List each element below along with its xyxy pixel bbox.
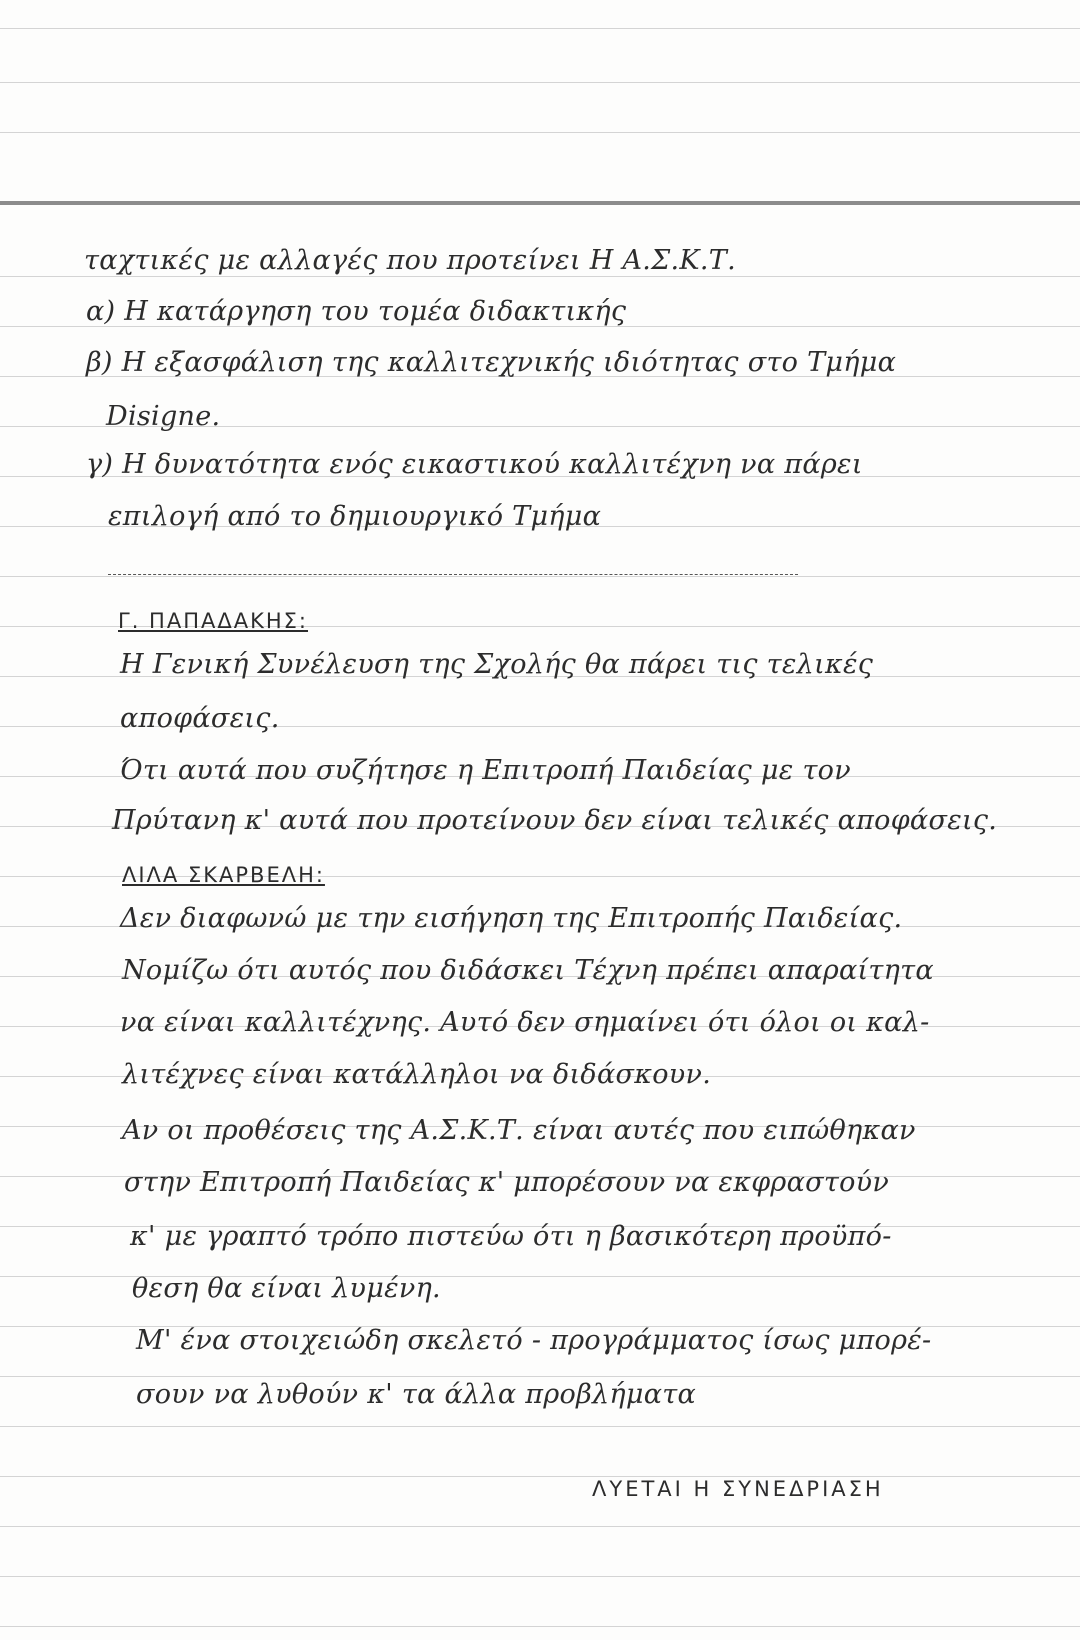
text-line: επιλογή από το δημιουργικό Τμήμα bbox=[108, 501, 602, 532]
text-line: να είναι καλλιτέχνης. Αυτό δεν σημαίνει ότι όλοι οι καλ- bbox=[120, 1007, 930, 1038]
text-line: σουν να λυθούν κ' τα άλλα προβλήματα bbox=[136, 1379, 697, 1410]
speaker-heading: Γ. ΠΑΠΑΔΑΚΗΣ: bbox=[118, 609, 309, 633]
ruled-line bbox=[0, 132, 1080, 133]
text-line: Πρύτανη κ' αυτά που προτείνουν δεν είναι τελικές αποφάσεις. bbox=[112, 805, 998, 836]
text-line: α) Η κατάργηση του τομέα διδακτικής bbox=[86, 296, 627, 327]
text-line: θεση θα είναι λυμένη. bbox=[132, 1273, 441, 1304]
ruled-line bbox=[0, 1626, 1080, 1627]
ruled-line bbox=[0, 1576, 1080, 1577]
text-line: Νομίζω ότι αυτός που διδάσκει Τέχνη πρέπει απαραίτητα bbox=[122, 955, 934, 986]
separator-dashes bbox=[108, 574, 798, 575]
text-line: Δεν διαφωνώ με την εισήγηση της Επιτροπής Παιδείας. bbox=[120, 903, 903, 934]
ruled-line bbox=[0, 82, 1080, 83]
ruled-line bbox=[0, 1426, 1080, 1427]
text-line: Μ' ένα στοιχειώδη σκελετό - προγράμματος ίσως μπορέ- bbox=[136, 1325, 932, 1356]
text-line: λιτέχνες είναι κατάλληλοι να διδάσκουν. bbox=[122, 1059, 712, 1090]
speaker-heading: ΛΙΛΑ ΣΚΑΡΒΕΛΗ: bbox=[122, 863, 325, 887]
ruled-line bbox=[0, 1526, 1080, 1527]
ruled-line bbox=[0, 28, 1080, 29]
ruled-line bbox=[0, 1476, 1080, 1477]
closing-statement: ΛΥΕΤΑΙ Η ΣΥΝΕΔΡΙΑΣΗ bbox=[592, 1477, 884, 1501]
text-line: αποφάσεις. bbox=[120, 703, 280, 734]
text-line: ταχτικές με αλλαγές που προτείνει Η Α.Σ.Κ.Τ. bbox=[84, 245, 736, 276]
text-line: Disigne. bbox=[106, 401, 221, 432]
text-line: Αν οι προθέσεις της Α.Σ.Κ.Τ. είναι αυτές που ειπώθηκαν bbox=[122, 1115, 916, 1146]
ruled-line bbox=[0, 1376, 1080, 1377]
text-line: στην Επιτροπή Παιδείας κ' μπορέσουν να εκφραστούν bbox=[124, 1167, 890, 1198]
text-line: γ) Η δυνατότητα ενός εικαστικού καλλιτέχνη να πάρει bbox=[86, 449, 863, 480]
header-rule bbox=[0, 201, 1080, 205]
text-line: Η Γενική Συνέλευση της Σχολής θα πάρει τις τελικές bbox=[120, 649, 874, 680]
text-line: Ότι αυτά που συζήτησε η Επιτροπή Παιδείας με τον bbox=[120, 755, 851, 786]
text-line: κ' με γραπτό τρόπο πιστεύω ότι η βασικότερη προϋπό- bbox=[130, 1221, 892, 1252]
text-line: β) Η εξασφάλιση της καλλιτεχνικής ιδιότητας στο Τμήμα bbox=[86, 347, 897, 378]
ruled-line bbox=[0, 576, 1080, 577]
